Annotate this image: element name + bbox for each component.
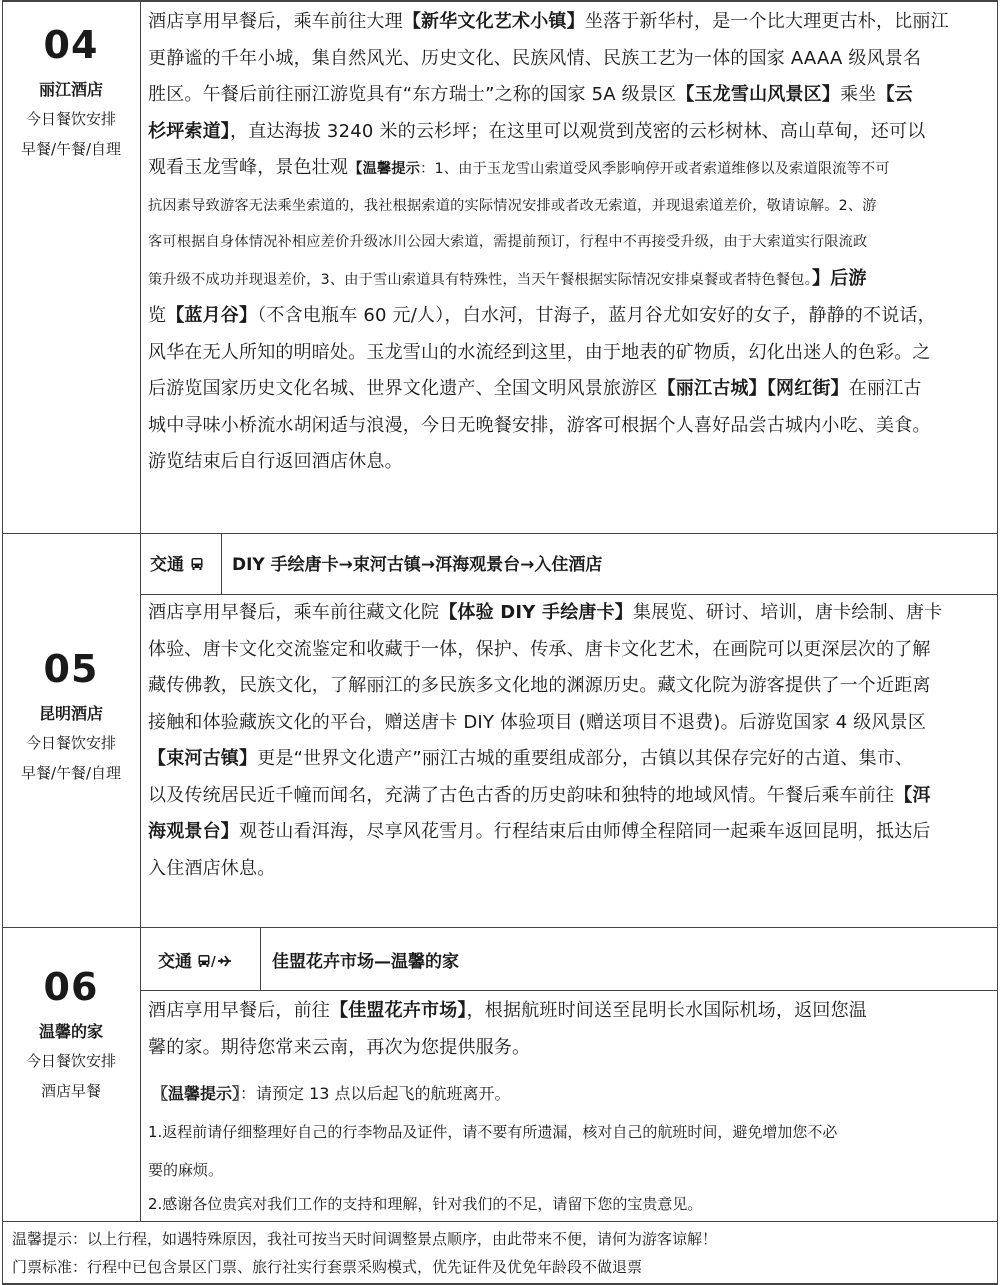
spot-name: 杉坪索道】 [148, 120, 230, 142]
hotel-name: 昆明酒店 [38, 704, 103, 723]
text-line: 体验、唐卡文化交流鉴定和收藏于一体，保护、传承、唐卡文化艺术，在画院可以更深层次的了解 [148, 638, 931, 660]
meal-plan: 酒店早餐 [40, 1082, 101, 1100]
tip-label: 【温馨提示 [348, 161, 421, 177]
text-line: 更静谧的千年小城，集自然风光、历史文化、民族风情、民族工艺为一体的国家 AAAA 级风景名 [148, 47, 922, 69]
day05-transport-label: 交通 [150, 555, 204, 575]
spot-name: 【蓝月谷】 [166, 305, 258, 326]
text-line: 馨的家。期待您常来云南，再次为您提供服务。 [148, 1036, 531, 1058]
text-line: 以及传统居民近千幢而闻名，充满了古色古香的历史韵味和独特的地域风情。午餐后乘车前往【洱 [148, 784, 931, 806]
bus-plane-icon [198, 952, 232, 972]
day05-transport-divider [221, 534, 222, 594]
spot-name: 【体验 DIY 手绘唐卡】 [439, 602, 634, 623]
tip-label: 〖温馨提示〗 [152, 1084, 241, 1103]
spot-name: 【网红街】 [766, 378, 849, 399]
day06-description [148, 993, 990, 1066]
footer-ticket-policy: 门票标准：行程中已包含景区门票、旅行社实行套票采购模式，优先证件及优免年龄段不做退票 [12, 1258, 643, 1276]
day-number: 06 [43, 965, 99, 1009]
row-divider-04-05 [2, 533, 998, 534]
day06-note-2: 2.感谢各位贵宾对我们工作的支持和理解，针对我们的不足，请留下您的宝贵意见。 [148, 1195, 703, 1213]
day06-route: 佳盟花卉市场—温馨的家 [272, 952, 459, 972]
text-line: 游览结束后自行返回酒店休息。 [148, 451, 403, 472]
spot-name: 【新华文化艺术小镇】 [402, 11, 585, 32]
text-line: 杉坪索道】，直达海拔 3240 米的云杉坪；在这里可以观赏到茂密的云杉树林、高山草甸，还可以 [148, 120, 926, 142]
day06-transport-bottom [140, 990, 998, 991]
meal-title: 今日餐饮安排 [25, 1052, 116, 1070]
day-number: 05 [43, 647, 99, 691]
text-line: 览【蓝月谷】（不含电瓶车 60 元/人），白水河，甘海子，蓝月谷尤如安好的女子，静静的不说话， [148, 305, 936, 326]
tip-line: 客可根据自身体情况补相应差价升级冰川公园大索道，需提前预订，行程中不再接受升级，由于大索道实行限流政 [148, 234, 868, 250]
spot-name: 【云 [876, 84, 913, 105]
text-line: 后游览国家历史文化名城、世界文化遗产、全国文明风景旅游区【丽江古城】【网红街】在丽江古 [148, 378, 922, 399]
day-number: 04 [43, 23, 99, 67]
tip-line: 抗因素导致游客无法乘坐索道的，我社根据索道的实际情况安排或者改无索道，并现退索道差价，敬请谅解。2、游 [148, 197, 877, 214]
border-top [2, 0, 998, 2]
day06-note-1: 1.返程前请仔细整理好自己的行李物品及证件，请不要有所遗漏，核对自己的航班时间，避免增加您不必 要的麻烦。 [148, 1123, 838, 1179]
day05-summary [2, 646, 140, 788]
day05-description [148, 595, 990, 887]
day06-transport-label: 交通 / [158, 952, 232, 972]
text-line: 酒店享用早餐后，乘车前往藏文化院【体验 DIY 手绘唐卡】集展览、研讨、培训，唐卡绘制、唐卡 [148, 602, 943, 623]
footer-notice: 温馨提示：以上行程，如遇特殊原因，我社可按当天时间调整景点顺序，由此带来不便，请何为游客谅解！ [12, 1230, 718, 1248]
text-line: 【束河古镇】更是“世界文化遗产”丽江古城的重要组成部分，古镇以其保存完好的古道、集市、 [148, 748, 914, 769]
border-right [997, 0, 998, 1285]
text-line: 入住酒店休息。 [148, 857, 276, 879]
day04-summary [2, 22, 140, 164]
text-line: 酒店享用早餐后，前往【佳盟花卉市场】，根据航班时间送至昆明长水国际机场，返回您温 [148, 1000, 868, 1021]
day04-description [148, 4, 990, 481]
text-line: 海观景台】观苍山看洱海，尽享风花雪月。行程结束后由师傅全程陪同一起乘车返回昆明，抵达后 [148, 821, 931, 842]
meal-plan: 早餐/午餐/自理 [20, 140, 122, 158]
spot-name: 海观景台】 [148, 821, 239, 842]
text-line: 观看玉龙雪峰，景色壮观【温馨提示：1、由于玉龙雪山索道受风季影响停开或者索道维修以及索道限流等不可 [148, 157, 890, 178]
text-line: 策升级不成功并现退差价，3、由于雪山索道具有特殊性，当天午餐根据实际情况安排桌餐或者特色餐包。】后游 [148, 267, 867, 289]
text-line: 城中寻味小桥流水胡闲适与浪漫，今日无晚餐安排，游客可根据个人喜好品尝古城内小吃、美食。 [148, 414, 931, 436]
column-divider [140, 0, 141, 1222]
hotel-name: 温馨的家 [38, 1022, 103, 1041]
row-divider-05-06 [2, 927, 998, 928]
text-line: 胜区。午餐后前往丽江游览具有“东方瑞士”之称的国家 5A 级景区【玉龙雪山风景区】乘坐【云 [148, 84, 913, 105]
text-line: 酒店享用早餐后，乘车前往大理【新华文化艺术小镇】坐落于新华村，是一个比大理更古朴，比丽江 [148, 11, 949, 32]
spot-name: 【束河古镇】 [148, 748, 258, 769]
meal-title: 今日餐饮安排 [25, 110, 116, 128]
spot-name: 【丽江古城】 [657, 378, 767, 399]
spot-name: 【洱 [894, 784, 931, 806]
spot-name: 【玉龙雪山风景区】 [676, 84, 841, 105]
day06-summary [2, 964, 140, 1106]
text-line: 藏传佛教，民族文化，了解丽江的多民族多文化地的渊源历史。藏文化院为游客提供了一个近距离 [148, 675, 931, 696]
svg-text:/: / [210, 955, 216, 968]
day05-route: DIY 手绘唐卡→束河古镇→洱海观景台→入住酒店 [232, 555, 603, 575]
day06-tip: 〖温馨提示〗：请预定 13 点以后起飞的航班离开。 [152, 1084, 511, 1103]
meal-plan: 早餐/午餐/自理 [20, 764, 122, 782]
hotel-name: 丽江酒店 [38, 80, 103, 99]
text-line: 风华在无人所知的明暗处。玉龙雪山的水流经到这里，由于地表的矿物质，幻化出迷人的色彩。之 [148, 341, 931, 363]
day06-transport-divider [260, 928, 261, 990]
spot-name: 【佳盟花卉市场】 [330, 1000, 467, 1021]
bus-icon [190, 555, 204, 575]
text-line: 接触和体验藏族文化的平台，赠送唐卡 DIY 体验项目 (赠送项目不退费)。后游览国家 4 级风景区 [148, 711, 927, 733]
meal-title: 今日餐饮安排 [25, 734, 116, 752]
